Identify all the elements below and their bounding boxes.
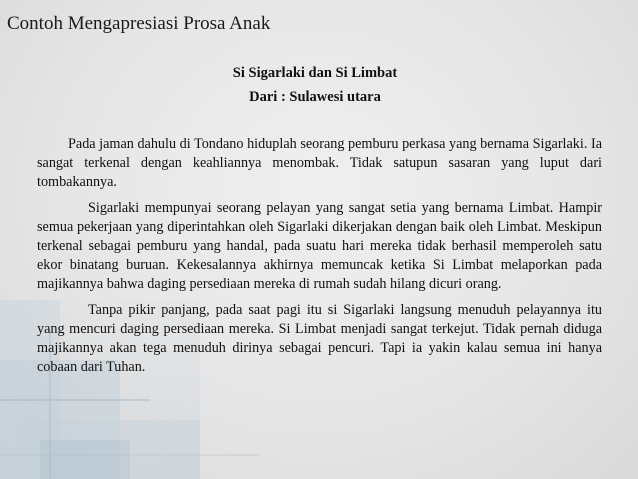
slide-title: Contoh Mengapresiasi Prosa Anak (7, 13, 271, 34)
story-origin: Dari : Sulawesi utara (249, 89, 381, 105)
paragraph-2: Sigarlaki mempunyai seorang pelayan yang sangat setia yang bernama Limbat. Hampir semua pekerjaan yang diperintahkan oleh Sigarlaki dikerjakan dengan baik oleh Limbat. Meskipun terkenal sebagai pemburu yang handal, pada suatu hari mereka tidak berhasil memperoleh satu ekor binatang buruan. Kekesalannya akhirnya memuncak ketika Si Limbat melaporkan pada majikannya bahwa daging persediaan mereka di rumah sudah hilang dicuri orang. (37, 200, 602, 292)
paragraph-3: Tanpa pikir panjang, pada saat pagi itu si Sigarlaki langsung menuduh pelayannya itu yang mencuri daging persediaan mereka. Si Limbat menjadi sangat terkejut. Tidak pernah diduga majikannya akan tega menuduh dirinya sebagai pencuri. Tapi ia yakin kalau semua ini hanya cobaan dari Tuhan. (37, 302, 602, 375)
story-body (37, 135, 602, 384)
paragraph-1: Pada jaman dahulu di Tondano hiduplah seorang pemburu perkasa yang bernama Sigarlaki. Ia sangat terkenal dengan keahliannya menombak. Tidak satupun sasaran yang luput dari tombakannya. (37, 136, 602, 190)
story-title: Si Sigarlaki dan Si Limbat (232, 65, 398, 81)
